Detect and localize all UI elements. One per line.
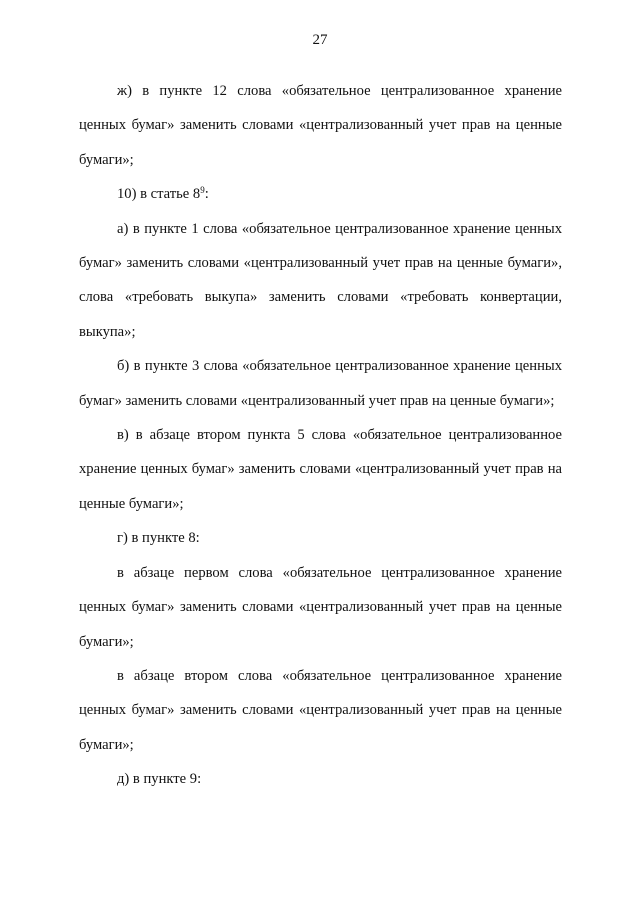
paragraph-first-abzats: в абзаце первом слова «обязательное централизованное хранение ценных бумаг» заменить словами «централизованный учет прав на ценные бумаги»; bbox=[79, 564, 562, 650]
paragraph-article-8-9 bbox=[79, 177, 562, 211]
document-body bbox=[79, 74, 562, 797]
paragraph-article-tail: : bbox=[204, 186, 209, 203]
paragraph-a: а) в пункте 1 слова «обязательное централизованное хранение ценных бумаг» заменить словами «централизованный учет прав на ценные бумаги», слова «требовать выкупа» заменить словами «требовать конвертации, выкупа»; bbox=[79, 220, 562, 340]
paragraph-v: в) в абзаце втором пункта 5 слова «обязательное централизованное хранение ценных бумаг» заменить словами «централизованный учет прав на ценные бумаги»; bbox=[79, 427, 562, 512]
paragraph-zh: ж) в пункте 12 слова «обязательное централизованное хранение ценных бумаг» заменить словами «централизованный учет прав на ценные бумаги»; bbox=[79, 83, 562, 168]
paragraph-d: д) в пункте 9: bbox=[117, 771, 202, 788]
paragraph-b: б) в пункте 3 слова «обязательное централизованное хранение ценных бумаг» заменить словами «централизованный учет прав на ценные бумаги»; bbox=[79, 358, 562, 409]
article-superscript: 9 bbox=[200, 185, 205, 196]
paragraph-article-text: 10) в статье 8 bbox=[117, 186, 201, 203]
paragraph-g: г) в пункте 8: bbox=[117, 530, 200, 547]
paragraph-second-abzats: в абзаце втором слова «обязательное централизованное хранение ценных бумаг» заменить словами «централизованный учет прав на ценные бумаги»; bbox=[79, 667, 562, 753]
page-number: 27 bbox=[312, 32, 328, 48]
